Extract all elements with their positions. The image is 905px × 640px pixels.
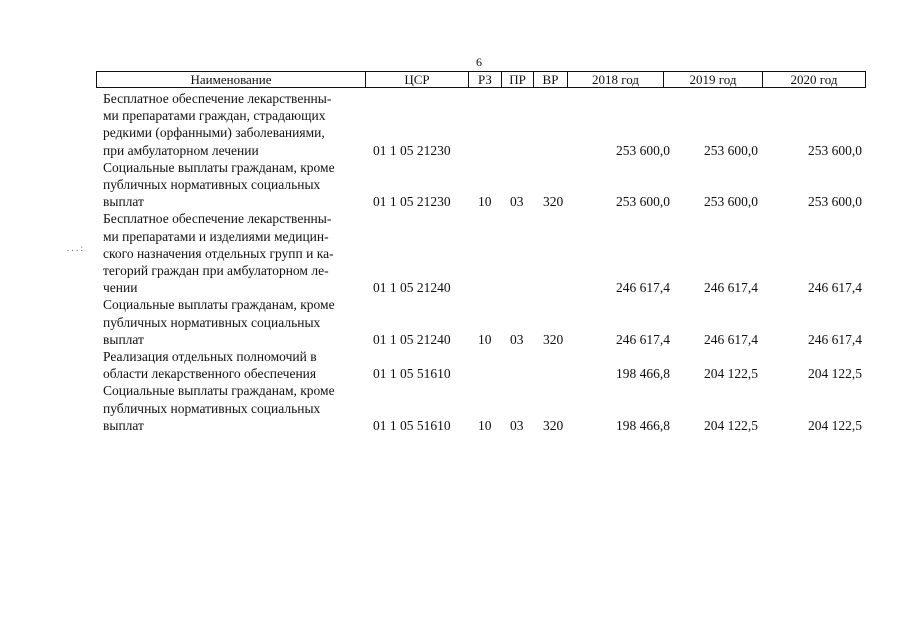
header-vr: ВР bbox=[534, 72, 568, 87]
table-header bbox=[96, 71, 866, 88]
row-name-line: чении bbox=[103, 280, 138, 296]
row-vr: 320 bbox=[543, 331, 564, 347]
row-pr: 03 bbox=[510, 417, 524, 433]
table-row bbox=[0, 210, 905, 296]
table-row bbox=[0, 348, 905, 382]
row-2020: 204 122,5 bbox=[808, 366, 862, 382]
row-name-line: публичных нормативных социальных bbox=[103, 176, 321, 192]
row-2018: 253 600,0 bbox=[616, 142, 670, 158]
row-2018: 246 617,4 bbox=[616, 280, 670, 296]
row-name bbox=[103, 296, 368, 348]
row-name-line: выплат bbox=[103, 194, 144, 210]
row-name-line: при амбулаторном лечении bbox=[103, 142, 259, 158]
row-name-line: ми препаратами граждан, страдающих bbox=[103, 108, 326, 124]
row-name-line: Бесплатное обеспечение лекарственны- bbox=[103, 90, 332, 106]
row-2019: 246 617,4 bbox=[704, 331, 758, 347]
row-2020: 253 600,0 bbox=[808, 194, 862, 210]
row-csr: 01 1 05 21240 bbox=[373, 280, 451, 296]
row-pr: 03 bbox=[510, 194, 524, 210]
row-csr: 01 1 05 21230 bbox=[373, 194, 451, 210]
row-vr: 320 bbox=[543, 194, 564, 210]
row-2019: 253 600,0 bbox=[704, 194, 758, 210]
row-2018: 198 466,8 bbox=[616, 417, 670, 433]
row-csr: 01 1 05 51610 bbox=[373, 366, 451, 382]
row-name bbox=[103, 90, 368, 159]
row-name-line: выплат bbox=[103, 331, 144, 347]
header-2020: 2020 год bbox=[790, 71, 838, 87]
row-csr: 01 1 05 21230 bbox=[373, 142, 451, 158]
row-name-line: Бесплатное обеспечение лекарственны- bbox=[103, 211, 332, 227]
row-name-line: ми препаратами и изделиями медицин- bbox=[103, 228, 329, 244]
side-margin-marks: . . . : bbox=[67, 243, 84, 253]
row-name-line: Реализация отдельных полномочий в bbox=[103, 348, 317, 364]
row-2020: 246 617,4 bbox=[808, 280, 862, 296]
header-name: Наименование bbox=[97, 72, 366, 87]
row-2018: 246 617,4 bbox=[616, 331, 670, 347]
row-rz: 10 bbox=[478, 194, 492, 210]
row-2020: 253 600,0 bbox=[808, 142, 862, 158]
row-name-line: тегорий граждан при амбулаторном ле- bbox=[103, 262, 329, 278]
table-row bbox=[0, 382, 905, 434]
table-row bbox=[0, 90, 905, 159]
row-2019: 246 617,4 bbox=[704, 280, 758, 296]
header-pr: ПР bbox=[502, 72, 534, 87]
row-name-line: Социальные выплаты гражданам, кроме bbox=[103, 297, 335, 313]
header-csr: ЦСР bbox=[366, 72, 469, 87]
header-rz: РЗ bbox=[469, 72, 502, 87]
header-2019: 2019 год bbox=[664, 72, 763, 87]
row-2018: 198 466,8 bbox=[616, 366, 670, 382]
row-2018: 253 600,0 bbox=[616, 194, 670, 210]
row-name-line: Социальные выплаты гражданам, кроме bbox=[103, 159, 335, 175]
page-number: 6 bbox=[476, 55, 482, 69]
row-csr: 01 1 05 51610 bbox=[373, 417, 451, 433]
row-2019: 253 600,0 bbox=[704, 142, 758, 158]
row-name-line: Социальные выплаты гражданам, кроме bbox=[103, 383, 335, 399]
row-name-line: области лекарственного обеспечения bbox=[103, 366, 317, 382]
row-2020: 204 122,5 bbox=[808, 417, 862, 433]
row-vr: 320 bbox=[543, 417, 564, 433]
row-name-line: ского назначения отдельных групп и ка- bbox=[103, 245, 334, 261]
row-name-line: публичных нормативных социальных bbox=[103, 314, 321, 330]
row-rz: 10 bbox=[478, 417, 492, 433]
table-row bbox=[0, 296, 905, 348]
row-name bbox=[103, 348, 368, 382]
row-2020: 246 617,4 bbox=[808, 331, 862, 347]
row-2019: 204 122,5 bbox=[704, 366, 758, 382]
row-name-line: редкими (орфанными) заболеваниями, bbox=[103, 125, 325, 141]
row-pr: 03 bbox=[510, 331, 524, 347]
table-row bbox=[0, 159, 905, 211]
row-name bbox=[103, 159, 368, 211]
row-csr: 01 1 05 21240 bbox=[373, 331, 451, 347]
header-2018: 2018 год bbox=[568, 72, 664, 87]
row-name-line: выплат bbox=[103, 417, 144, 433]
row-name bbox=[103, 382, 368, 434]
row-name-line: публичных нормативных социальных bbox=[103, 400, 321, 416]
row-name bbox=[103, 210, 368, 296]
row-rz: 10 bbox=[478, 331, 492, 347]
row-2019: 204 122,5 bbox=[704, 417, 758, 433]
